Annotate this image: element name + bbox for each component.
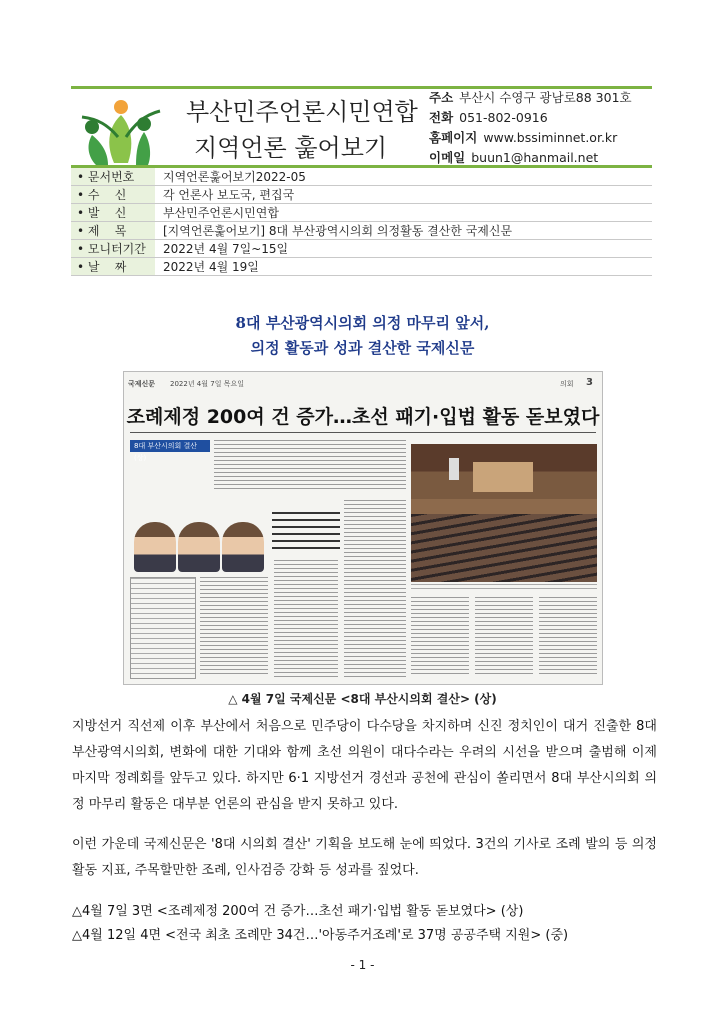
phone-value: 051-802-0916	[459, 110, 548, 125]
meta-value: 2022년 4월 7일~15일	[155, 240, 652, 258]
newspaper-column-5	[475, 597, 533, 677]
meta-row	[71, 204, 652, 222]
newspaper-column-6	[539, 597, 597, 677]
meta-value: 2022년 4월 19일	[155, 258, 652, 276]
newspaper-article-title: 조례제정 200여 건 증가…초선 패기·입법 활동 돋보였다	[126, 406, 600, 428]
newspaper-column-2	[274, 560, 338, 677]
portrait-3	[222, 522, 264, 572]
meta-label: • 수 신	[71, 186, 155, 204]
newspaper-rule	[130, 432, 596, 433]
newspaper-column-4	[411, 597, 469, 677]
newspaper-sidebar-box	[130, 577, 196, 679]
newspaper-clipping	[123, 371, 603, 685]
meta-label: • 문서번호	[71, 168, 155, 186]
headline-line-1: 8대 부산광역시의회 의정 마무리 앞서,	[235, 314, 490, 332]
portrait-2	[178, 522, 220, 572]
phone-label: 전화	[429, 110, 454, 125]
newspaper-series-tag: 8대 부산시의회 결산 (상)	[130, 440, 210, 452]
councilor-portraits	[130, 522, 270, 572]
document-meta-table	[71, 168, 652, 276]
meta-row	[71, 222, 652, 240]
flag-icon	[449, 458, 459, 480]
newspaper-page: 3	[586, 377, 593, 388]
article-list-item: △4월 7일 3면 <조례제정 200여 건 증가…초선 패기·입법 활동 돋보였다> (상)	[72, 904, 524, 919]
email-label: 이메일	[429, 150, 466, 165]
contact-info	[429, 88, 632, 168]
newspaper-column-1	[200, 577, 268, 677]
photo-caption-text	[411, 584, 597, 592]
meta-row	[71, 240, 652, 258]
meta-value: 지역언론훑어보기2022-05	[155, 168, 652, 186]
org-logo-icon	[78, 97, 164, 167]
page-number: - 1 -	[350, 958, 375, 972]
council-chamber-photo	[411, 444, 597, 582]
address-label: 주소	[429, 90, 454, 105]
article-list-item: △4월 12일 4면 <전국 최초 조례만 34건…'아동주거조례'로 37명 공공주택 지원> (중)	[72, 928, 569, 943]
meta-row	[71, 168, 652, 186]
meta-row	[71, 258, 652, 276]
body-paragraph-1: 지방선거 직선제 이후 부산에서 처음으로 민주당이 다수당을 차지하며 신진 정치인이 대거 진출한 8대 부산광역시의회, 변화에 대한 기대와 함께 초선 의원이 대다수라는 우려의 시선을 받으며 출범해 이제 마지막 정례회를 앞두고 있다. 하지만 6·1 지방선거 경선과 공천에 관심이 쏠리면서 8대 부산시의회 의정 마무리 활동은 대부분 언론의 관심을 받지 못하고 있다.	[72, 719, 657, 812]
newspaper-subheading	[272, 512, 340, 552]
newspaper-section: 의회	[560, 380, 574, 388]
homepage-label: 홈페이지	[429, 130, 478, 145]
newspaper-masthead	[128, 377, 596, 391]
meta-value: [지역언론훑어보기] 8대 부산광역시의회 의정활동 결산한 국제신문	[155, 222, 652, 240]
seating-rows	[411, 514, 597, 582]
meta-value: 각 언론사 보도국, 편집국	[155, 186, 652, 204]
newspaper-name: 국제신문	[128, 380, 156, 388]
meta-label: • 날 짜	[71, 258, 155, 276]
clipping-caption: △ 4월 7일 국제신문 <8대 부산시의회 결산> (상)	[228, 692, 497, 706]
homepage-link[interactable]: www.bssiminnet.or.kr	[483, 130, 618, 145]
email-link[interactable]: buun1@hanmail.net	[471, 150, 599, 165]
org-name: 부산민주언론시민연합	[186, 98, 418, 126]
document-kind: 지역언론 훑어보기	[194, 134, 388, 162]
newspaper-date: 2022년 4월 7일 목요일	[170, 380, 244, 388]
address-value: 부산시 수영구 광남로88 301호	[459, 90, 632, 105]
meta-label: • 발 신	[71, 204, 155, 222]
dais-shape	[473, 462, 533, 492]
headline-line-2: 의정 활동과 성과 결산한 국제신문	[250, 339, 475, 357]
meta-label: • 제 목	[71, 222, 155, 240]
meta-label: • 모니터기간	[71, 240, 155, 258]
meta-value: 부산민주언론시민연합	[155, 204, 652, 222]
newspaper-column-3	[344, 500, 406, 677]
body-paragraph-2: 이런 가운데 국제신문은 '8대 시의회 결산' 기획을 보도해 눈에 띄었다. 3건의 기사로 조례 발의 등 의정 활동 지표, 주목할만한 조례, 인사검증 강화 등 성과를 짚었다.	[72, 837, 657, 878]
portrait-1	[134, 522, 176, 572]
newspaper-lead-text	[214, 440, 406, 492]
meta-row	[71, 186, 652, 204]
